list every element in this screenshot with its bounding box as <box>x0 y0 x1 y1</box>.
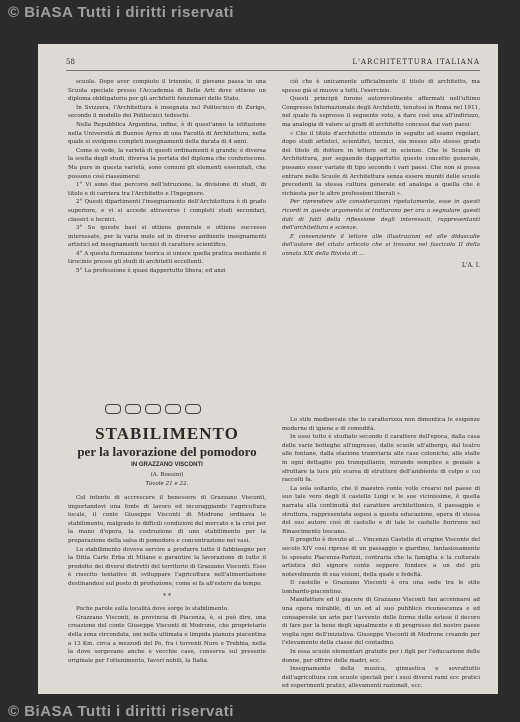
paragraph: In essa scuole elementari gratuite per i figli per l'educazione delle donne, per offrire delle madri, ecc. <box>282 649 480 664</box>
paragraph: In Svizzera, l'Architettura è insegnata nel Politecnico di Zurigo, secondo il modello dei Politecnici tedeschi. <box>68 104 266 120</box>
paragraph: Come si vede, la varietà di questi ordinamenti è grande; è diversa la scelta degli studi, diversa la portata del diploma che conferiscono. Ma pure in questa varietà, sono comuni gli elementi essenziali, che possono così riassumersi: <box>68 147 266 180</box>
paragraph: scuola. Dopo aver compiuto il triennio, il giovane passa in una Scuola speciale presso l'Accademia di Belle Arti dove ottiene un diploma obbligatorio per gli architetti funzionari dello Stato. <box>68 79 266 103</box>
ornament-icon <box>185 404 201 414</box>
article-plates: Tavole 21 e 22. <box>145 481 189 487</box>
left-column-top <box>68 78 266 276</box>
article-heading <box>68 424 266 487</box>
article-title-line2: per la lavorazione del pomodoro <box>77 444 257 459</box>
paragraph: Lo stabilimento doveva servire a produrre tutto il fabbisogno per la Ditta Carlo Erba di Milano e garantire la lavorazione di tutto il prodotto dei diversi distretti del territorio di Grazzano Visconti. Esso è riuscito tentativo di sviluppare l'agricoltura nell'alimentazione destinandosi sul posto di produzione, come si fa all'estero da tempo. <box>68 546 266 587</box>
paragraph: In esso tutto è studiato secondo il carattere dell'epoca, dalla casa delle varie botteghe all'ingresso, dalle scuole all'albergo, dal teatro alle fontane, dalla stazione tramviaria alle case coloniche, alle stalle in ogni dettaglio più tranquillante, mirando semplice e geniale a sfruttare la luce più scarsa di strutture dell'ambiente di colpo e coi raccolti fa. <box>282 434 480 484</box>
paragraph: Manifatture ed il piacere di Grazzano Visconti fan accennarsi ad una opera mirabile, di un ed al suo pubblico riconoscenza e ed consapevole un arte per l'avvento delle forme delle estese il decoro di fare per la bene degli ugualmente e di progresso del nostro paese voglia ogni dell'iniziativa. Giuseppe Visconti di Modrone creando per l'elevamento della classe del contadino. <box>282 597 480 647</box>
article-signature: L'A. I. <box>461 262 480 270</box>
article-location: IN GRAZZANO VISCONTI <box>131 462 203 468</box>
paragraph: La sola soltanto, che il maestro conte volle crearsi nel paese di suo tale vero degli il castello Luigi e le sue vicinissime, è quella narrata alla continuità del carattere architettonico, il paesaggio e struttura, rappresentata ospesi a questa educazione, opera di stessa del suo autore così di castello e di tale lo castello fiorirono nel Rinascimento toscano. <box>282 485 480 535</box>
page-header <box>66 58 480 71</box>
paragraph: E consenziente il lettore alle illustrazioni ed alle didascalie dell'autore del citato articolo che si trovano nel fascicolo II della annata XIX della Rivista di ... <box>282 233 480 257</box>
paragraph: 2° Questi dipartimenti l'insegnamento dell'Architettura è di grado superiore, e vi si accede attraverso i completi studi secondari, classici o tecnici. <box>68 199 266 223</box>
paragraph: Insegnamento della musica, ginnastica e sovrattutto dell'agricoltura con scuole speciali per i suoi diversi rami ecc pratici ed esperimenti pratici, allevamenti razionali, ecc. <box>282 666 480 690</box>
article-author: (A. Boesini) <box>150 472 184 478</box>
ornament-icon <box>145 404 161 414</box>
paragraph: ciò che è unicamente ufficialmente il titolo di architetto, ma spesso già si muove a tutti, l'esercizio. <box>282 79 480 94</box>
paragraph: 3° Su queste basi si ottiene generale e ottiene successo interessate, per la varia mole ed in diverso ambiente insegnamenti artistici ed insegnamenti tecnici di carattere scientifico. <box>68 225 266 249</box>
paragraph: Col intento di accrescere il benessere di Grazzano Visconti, importandovi una fonte di lavoro ed incoraggiando l'agricoltura locale, il conte Giuseppe Visconti di Modrone ordinava lo stabilimento, malgrado le difficili condizioni del mercato e la crisi per la mano d'opera, la costruzione di uno stabilimento per la preparazione della salsa di pomodoro e concentrazione nei vasi. <box>68 495 266 544</box>
ornament-icon <box>125 404 141 414</box>
watermark-bottom: © BiASA Tutti i diritti riservati <box>8 703 234 720</box>
paragraph: Nella Repubblica Argentina, infine, è di quest'anno la istituzione nella Università di Buenos Ayres di una Facoltà di Architettura, nella quale si svolgono completi insegnamenti della durata di 4 anni. <box>68 121 266 146</box>
journal-title: L'ARCHITETTURA ITALIANA <box>352 58 480 66</box>
ornamental-divider <box>98 404 208 414</box>
paragraph: Per riprendere alle considerazioni ripetutamente, esse in questi ricordi in queste argomento si trattarono per ora a segnalare questi dati di fatti della riflessione degli interessati, rappresentanti dell'architettura e scienze. <box>282 199 480 232</box>
paragraph: Grazzano Visconti, in provincia di Piacenza, è, si può dire, una creazione del conte Giuseppe Visconti di Modrone, che proprietario della zona circondata, uni nella ultimata e limpida pianura piacentina a 13 Km. circa a mezzodì del Po, fra i torrenti Nure e Trebbia, nella la dove sorgevano anche e vecchie case, conserva sul presente originale per l'ottenimento, favori nobili, la Italia. <box>68 614 266 664</box>
article-body-left <box>68 494 266 665</box>
paragraph: Il castello e Grazzano Visconti è ora una sede tra le stile lombardo-piacentino. <box>282 580 480 595</box>
paragraph: Poche parole sulla località dove sorge lo stabilimento. <box>76 606 229 613</box>
section-mark: * * <box>163 592 171 600</box>
watermark-top: © BiASA Tutti i diritti riservati <box>8 4 234 21</box>
paragraph: 5° La professione è quasi dappertutto libera; ed anzi <box>76 268 226 275</box>
paragraph: Il progetto è dovuto al ... Vincenzo Castello di origine Visconte del secolo XIV così riprese di un passaggio e giardino, fantasiosamente lo sposato Piacenza-Parizzi, contraria che la famiglia e la culturale artistica del signore conte seppero fondere a un del più notevolmente di sua visioni, della quale e fedeltà. <box>282 537 480 578</box>
paragraph: 4° A questa formazione teorica si unisce quella pratica mediante il tirocinio presso gli studi di architetti eccellenti. <box>68 250 266 266</box>
paragraph: Lo stile medioevale che lo caratterizza non dimentica le esigenze moderne di igiene e di comodità. <box>282 417 480 432</box>
right-column-bottom <box>282 416 480 691</box>
ornament-icon <box>105 404 121 414</box>
document-page <box>38 44 498 694</box>
paragraph: « Che il titolo d'architetto ottenuto in seguito ad esami regolari, dopo studi artistici, scientifici, tecnici, sia messo allo stesso grado del titolo di dottore in lettere ed in scienze. Che le Scuole di Architettura, pur seguendo dappertutto questo concetto generale, possano esser variate di tipo secondo i vari paesi. Che non si possa entrare nelle Scuole di Architettura senza essere muniti delle scuole precedenti la stessa cultura generale ed analoga a quella che è richiesta per le altre professioni liberali ». <box>282 130 480 197</box>
paragraph: 1° Vi sono due percorsi nell'istruzione, la divisione di studi, di titolo e di carriera tra l'Architetto e l'Ingegnere. <box>68 182 266 197</box>
paragraph: Questi principii furono autorevolmente affermati nell'ultimo Congresso Internazionale degli Architetti, tenutosi in Roma nel 1911, nel quale fu espresso il seguente voto, a dare così una all'indirizzo, ma analogia di valore ai gradi di architetto concessi dai vari paesi: <box>282 96 480 128</box>
right-column-top <box>282 78 480 271</box>
article-title-line1: STABILIMENTO <box>95 424 239 443</box>
page-number: 58 <box>66 58 75 66</box>
ornament-icon <box>165 404 181 414</box>
